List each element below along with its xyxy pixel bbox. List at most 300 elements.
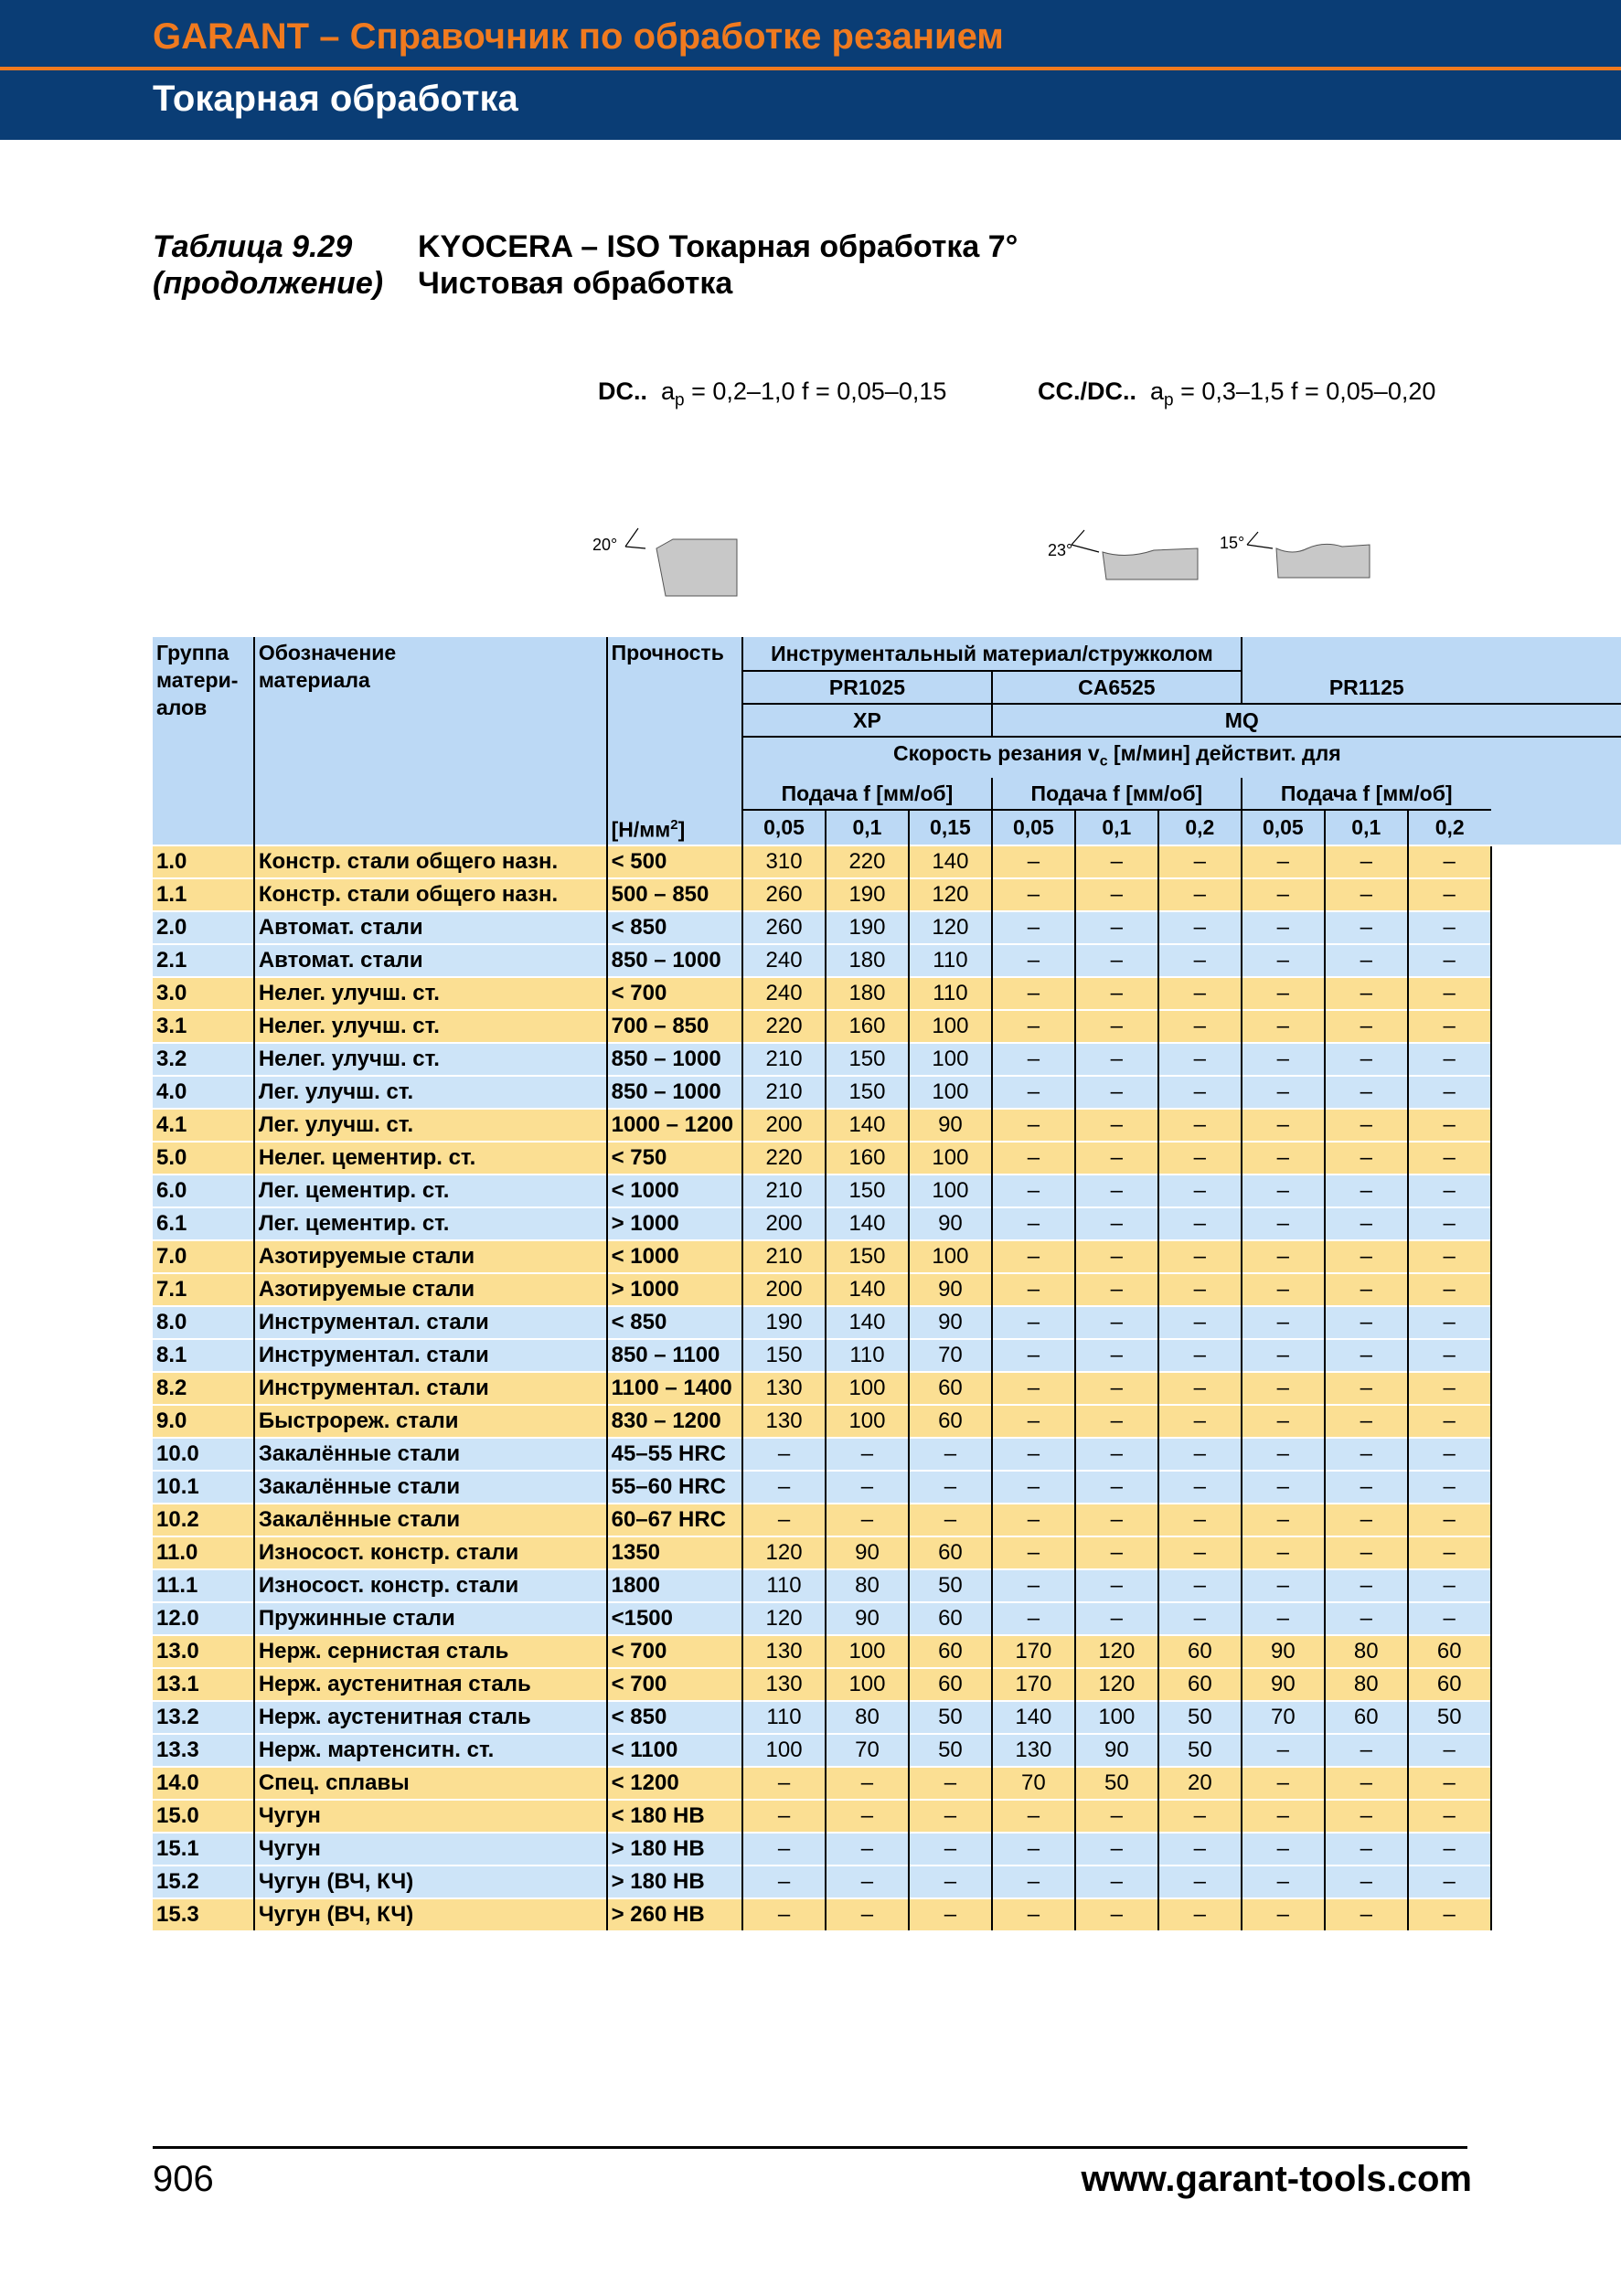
- cutting-speed: –: [1408, 1372, 1491, 1405]
- material-designation: Лег. улучш. ст.: [254, 1109, 607, 1142]
- table-row: [153, 1800, 1621, 1833]
- cutting-speed: –: [1075, 1833, 1158, 1866]
- cutting-speed: 220: [742, 1142, 826, 1175]
- material-group: 6.0: [153, 1175, 254, 1207]
- cutting-speed: –: [1408, 1898, 1491, 1930]
- cutting-speed: –: [742, 1504, 826, 1536]
- cutting-speed: –: [1075, 1405, 1158, 1438]
- material-designation: Констр. стали общего назн.: [254, 878, 607, 911]
- cutting-speed: 130: [742, 1668, 826, 1701]
- cutting-speed: –: [1325, 1898, 1408, 1930]
- grade-pr1025: PR1025: [742, 671, 992, 704]
- material-designation: Лег. цементир. ст.: [254, 1207, 607, 1240]
- feed-value: 0,05: [1242, 810, 1325, 846]
- cutting-speed: 180: [826, 944, 909, 977]
- material-designation: Лег. улучш. ст.: [254, 1076, 607, 1109]
- cutting-speed: –: [992, 1010, 1075, 1043]
- cutting-speed: –: [1325, 1536, 1408, 1569]
- feed-value: 0,15: [909, 810, 992, 846]
- cutting-speed: –: [1075, 1240, 1158, 1273]
- cutting-speed: 90: [1242, 1635, 1325, 1668]
- cutting-speed: –: [1075, 1898, 1158, 1930]
- cutting-speed: –: [1242, 1043, 1325, 1076]
- cutting-speed: 310: [742, 845, 826, 878]
- table-row: [153, 1076, 1621, 1109]
- cutting-speed: 110: [909, 944, 992, 977]
- cutting-speed: –: [1075, 1372, 1158, 1405]
- material-group: 3.2: [153, 1043, 254, 1076]
- material-group: 10.1: [153, 1471, 254, 1504]
- cutting-speed: –: [1242, 1504, 1325, 1536]
- table-row: [153, 878, 1621, 911]
- cutting-speed: 140: [992, 1701, 1075, 1734]
- cutting-speed: 240: [742, 944, 826, 977]
- material-group: 13.1: [153, 1668, 254, 1701]
- insert-diagram-23: [1044, 528, 1204, 585]
- cutting-speed: –: [1408, 1438, 1491, 1471]
- footer-rule: [153, 2146, 1467, 2149]
- cutting-speed: –: [1408, 1767, 1491, 1800]
- header-tool-material: Инструментальный материал/стружколом: [742, 637, 1242, 671]
- cutting-speed: –: [1242, 1438, 1325, 1471]
- cutting-speed: –: [1325, 1207, 1408, 1240]
- cutting-speed: 140: [826, 1109, 909, 1142]
- material-designation: Чугун (ВЧ, КЧ): [254, 1898, 607, 1930]
- cutting-speed: –: [1242, 1602, 1325, 1635]
- cutting-speed: –: [1075, 1471, 1158, 1504]
- strength: < 700: [607, 1635, 742, 1668]
- table-row: [153, 1701, 1621, 1734]
- cutting-speed: –: [1408, 1504, 1491, 1536]
- cutting-speed: –: [1075, 1142, 1158, 1175]
- cutting-speed: –: [992, 1372, 1075, 1405]
- cutting-speed: 80: [1325, 1635, 1408, 1668]
- material-group: 6.1: [153, 1207, 254, 1240]
- cutting-speed: –: [1075, 944, 1158, 977]
- strength: <1500: [607, 1602, 742, 1635]
- book-title: GARANT – Справочник по обработке резанием: [153, 16, 1004, 57]
- material-group: 3.1: [153, 1010, 254, 1043]
- cutting-speed: 90: [826, 1536, 909, 1569]
- material-group: 4.0: [153, 1076, 254, 1109]
- cutting-speed: –: [1158, 1372, 1242, 1405]
- table-row: [153, 1504, 1621, 1536]
- cutting-speed: –: [1408, 1142, 1491, 1175]
- table-row: [153, 1339, 1621, 1372]
- params-left-ap-sub: p: [675, 390, 685, 410]
- material-group: 11.1: [153, 1569, 254, 1602]
- material-designation: Нерж. аустенитная сталь: [254, 1668, 607, 1701]
- cutting-speed: –: [1325, 1043, 1408, 1076]
- empty-cell: [1491, 911, 1621, 944]
- cutting-speed: –: [1408, 878, 1491, 911]
- cutting-speed: 170: [992, 1668, 1075, 1701]
- table-row: [153, 911, 1621, 944]
- feed-value: 0,2: [1408, 810, 1491, 846]
- insert-diagram-20: [591, 523, 746, 601]
- material-designation: Нерж. мартенситн. ст.: [254, 1734, 607, 1767]
- cutting-speed: –: [1242, 1800, 1325, 1833]
- cutting-speed: –: [1158, 1207, 1242, 1240]
- cutting-speed: –: [1242, 1076, 1325, 1109]
- table-row: [153, 1898, 1621, 1930]
- material-group: 13.3: [153, 1734, 254, 1767]
- cutting-speed: –: [1408, 1273, 1491, 1306]
- cutting-speed: –: [1158, 1866, 1242, 1898]
- material-group: 14.0: [153, 1767, 254, 1800]
- table-row: [153, 1109, 1621, 1142]
- strength: 850 – 1000: [607, 1076, 742, 1109]
- cutting-speed: 140: [826, 1273, 909, 1306]
- empty-cell: [1491, 1471, 1621, 1504]
- cutting-speed: –: [1242, 1142, 1325, 1175]
- cutting-speed: –: [1325, 1866, 1408, 1898]
- material-group: 8.0: [153, 1306, 254, 1339]
- material-designation: Нелег. улучш. ст.: [254, 1043, 607, 1076]
- cutting-speed: –: [1158, 878, 1242, 911]
- table-row: [153, 1438, 1621, 1471]
- cutting-speed: 150: [826, 1043, 909, 1076]
- cutting-speed: –: [992, 1438, 1075, 1471]
- table-row: [153, 1207, 1621, 1240]
- empty-cell: [1491, 1800, 1621, 1833]
- strength: < 1000: [607, 1240, 742, 1273]
- empty-cell: [1491, 1339, 1621, 1372]
- cutting-speed: 210: [742, 1043, 826, 1076]
- strength: < 700: [607, 977, 742, 1010]
- cutting-speed: –: [1325, 977, 1408, 1010]
- cutting-speed: –: [1325, 1602, 1408, 1635]
- cutting-speed: –: [1242, 1339, 1325, 1372]
- cutting-speed: 220: [742, 1010, 826, 1043]
- cutting-speed: 160: [826, 1010, 909, 1043]
- cutting-speed: 60: [909, 1405, 992, 1438]
- cutting-speed: –: [1408, 1833, 1491, 1866]
- empty-cell: [1491, 977, 1621, 1010]
- cutting-speed: –: [1325, 1339, 1408, 1372]
- cutting-speed: –: [1325, 944, 1408, 977]
- table-row: [153, 1273, 1621, 1306]
- cutting-speed: –: [1325, 1240, 1408, 1273]
- cutting-speed: –: [1158, 1833, 1242, 1866]
- cutting-speed: –: [1325, 1471, 1408, 1504]
- cutting-speed: –: [1075, 1306, 1158, 1339]
- breaker-mq: MQ: [992, 704, 1491, 737]
- material-designation: Автомат. стали: [254, 944, 607, 977]
- table-row: [153, 1240, 1621, 1273]
- feed-value: 0,05: [742, 810, 826, 846]
- strength: < 850: [607, 1701, 742, 1734]
- strength: 1000 – 1200: [607, 1109, 742, 1142]
- material-designation: Инструментал. стали: [254, 1372, 607, 1405]
- cutting-speed: –: [742, 1471, 826, 1504]
- cutting-speed: 240: [742, 977, 826, 1010]
- empty-cell: [1491, 1734, 1621, 1767]
- empty-cell: [1491, 1898, 1621, 1930]
- cutting-speed: –: [1242, 1175, 1325, 1207]
- cutting-speed: –: [992, 1109, 1075, 1142]
- empty-cell: [1491, 1569, 1621, 1602]
- page-header: [0, 0, 1621, 140]
- feed-value: 0,1: [1325, 810, 1408, 846]
- cutting-speed: 70: [909, 1339, 992, 1372]
- material-designation: Чугун: [254, 1800, 607, 1833]
- material-designation: Износост. констр. стали: [254, 1536, 607, 1569]
- cutting-speed: 50: [1408, 1701, 1491, 1734]
- material-group: 9.0: [153, 1405, 254, 1438]
- cutting-speed: –: [826, 1833, 909, 1866]
- cutting-speed: –: [1242, 1471, 1325, 1504]
- table-row: [153, 1833, 1621, 1866]
- cutting-speed: –: [742, 1767, 826, 1800]
- cutting-speed: –: [1325, 1076, 1408, 1109]
- cutting-speed: 200: [742, 1109, 826, 1142]
- cutting-speed: –: [1075, 1207, 1158, 1240]
- params-right-prefix: CC./DC..: [1038, 377, 1136, 405]
- cutting-speed: –: [992, 1043, 1075, 1076]
- cutting-speed: –: [1158, 1306, 1242, 1339]
- diagram-angle-label: 15°: [1220, 534, 1245, 552]
- cutting-speed: –: [1075, 1866, 1158, 1898]
- cutting-speed: –: [1408, 1240, 1491, 1273]
- cutting-speed: –: [992, 1207, 1075, 1240]
- cutting-speed: –: [1242, 977, 1325, 1010]
- cutting-speed: –: [1075, 1800, 1158, 1833]
- cutting-data-table: [153, 637, 1621, 1930]
- grade-pr1125: PR1125: [1242, 671, 1491, 704]
- cutting-speed: 50: [1158, 1701, 1242, 1734]
- cutting-speed: –: [1158, 1175, 1242, 1207]
- cutting-speed: –: [1408, 911, 1491, 944]
- params-right: [1038, 377, 1435, 410]
- table-row: [153, 1866, 1621, 1898]
- material-group: 1.1: [153, 878, 254, 911]
- cutting-speed: 170: [992, 1635, 1075, 1668]
- cutting-speed: 60: [909, 1635, 992, 1668]
- cutting-speed: –: [1158, 1504, 1242, 1536]
- cutting-speed: –: [1242, 944, 1325, 977]
- table-row: [153, 1767, 1621, 1800]
- cutting-speed: –: [1408, 1306, 1491, 1339]
- empty-cell: [1491, 1372, 1621, 1405]
- cutting-speed: 50: [909, 1701, 992, 1734]
- cutting-speed: –: [1158, 1142, 1242, 1175]
- cutting-speed: –: [826, 1898, 909, 1930]
- website-link[interactable]: www.garant-tools.com: [1081, 2159, 1472, 2199]
- cutting-speed: 200: [742, 1273, 826, 1306]
- cutting-speed: –: [1325, 1405, 1408, 1438]
- cutting-speed: –: [1325, 878, 1408, 911]
- cutting-speed: –: [1075, 1076, 1158, 1109]
- cutting-speed: 90: [909, 1207, 992, 1240]
- cutting-speed: –: [1325, 1306, 1408, 1339]
- cutting-speed: –: [1325, 1800, 1408, 1833]
- material-group: 7.1: [153, 1273, 254, 1306]
- material-designation: Нелег. цементир. ст.: [254, 1142, 607, 1175]
- strength: > 1000: [607, 1207, 742, 1240]
- cutting-speed: –: [909, 1866, 992, 1898]
- empty-cell: [1491, 1306, 1621, 1339]
- cutting-speed: 50: [909, 1569, 992, 1602]
- cutting-speed: 190: [826, 878, 909, 911]
- cutting-speed: 60: [909, 1372, 992, 1405]
- cutting-speed: –: [1242, 845, 1325, 878]
- header-rule: [0, 67, 1621, 70]
- cutting-speed: –: [1408, 1175, 1491, 1207]
- cutting-speed: –: [1158, 1109, 1242, 1142]
- cutting-speed: –: [1075, 1043, 1158, 1076]
- cutting-speed: 120: [909, 878, 992, 911]
- cutting-speed: –: [1158, 1339, 1242, 1372]
- empty-cell: [1491, 1668, 1621, 1701]
- cutting-speed: –: [826, 1438, 909, 1471]
- cutting-speed: –: [1408, 1800, 1491, 1833]
- empty-cell: [1491, 1273, 1621, 1306]
- cutting-speed: 100: [1075, 1701, 1158, 1734]
- strength: 55–60 HRC: [607, 1471, 742, 1504]
- table-body: [153, 845, 1621, 1930]
- cutting-speed: –: [1075, 911, 1158, 944]
- cutting-speed: –: [909, 1833, 992, 1866]
- insert-diagram-15: [1216, 528, 1376, 585]
- material-designation: Инструментал. стали: [254, 1306, 607, 1339]
- table-row: [153, 1142, 1621, 1175]
- cutting-speed: –: [1242, 1866, 1325, 1898]
- material-designation: Инструментал. стали: [254, 1339, 607, 1372]
- cutting-speed: –: [1408, 845, 1491, 878]
- cutting-speed: 70: [1242, 1701, 1325, 1734]
- strength: 830 – 1200: [607, 1405, 742, 1438]
- material-group: 7.0: [153, 1240, 254, 1273]
- strength: < 1100: [607, 1734, 742, 1767]
- cutting-speed: 190: [826, 911, 909, 944]
- empty-cell: [1491, 1405, 1621, 1438]
- cutting-speed: 60: [1408, 1668, 1491, 1701]
- cutting-speed: –: [1242, 1010, 1325, 1043]
- material-group: 8.1: [153, 1339, 254, 1372]
- params-right-ap: a: [1150, 377, 1165, 405]
- cutting-speed: –: [1242, 878, 1325, 911]
- cutting-speed: 100: [826, 1668, 909, 1701]
- material-designation: Чугун: [254, 1833, 607, 1866]
- cutting-speed: –: [742, 1833, 826, 1866]
- caption-subtitle: Чистовая обработка: [418, 266, 733, 301]
- cutting-speed: 110: [909, 977, 992, 1010]
- cutting-speed: –: [1408, 1866, 1491, 1898]
- strength: < 750: [607, 1142, 742, 1175]
- cutting-speed: –: [992, 1142, 1075, 1175]
- cutting-speed: –: [1408, 1043, 1491, 1076]
- material-group: 2.0: [153, 911, 254, 944]
- cutting-speed: 160: [826, 1142, 909, 1175]
- cutting-speed: –: [1408, 944, 1491, 977]
- cutting-speed: –: [1242, 1240, 1325, 1273]
- cutting-speed: –: [742, 1438, 826, 1471]
- table-row: [153, 845, 1621, 878]
- cutting-speed: –: [742, 1898, 826, 1930]
- cutting-speed: 50: [1158, 1734, 1242, 1767]
- cutting-speed: –: [1158, 944, 1242, 977]
- material-designation: Закалённые стали: [254, 1438, 607, 1471]
- cutting-speed: –: [992, 911, 1075, 944]
- cutting-speed: 70: [826, 1734, 909, 1767]
- cutting-speed: –: [826, 1866, 909, 1898]
- material-group: 1.0: [153, 845, 254, 878]
- material-group: 10.0: [153, 1438, 254, 1471]
- cutting-speed: –: [1408, 1339, 1491, 1372]
- cutting-speed: –: [1325, 1734, 1408, 1767]
- caption-label: Таблица 9.29: [153, 229, 353, 264]
- material-designation: Автомат. стали: [254, 911, 607, 944]
- cutting-speed: 70: [992, 1767, 1075, 1800]
- cutting-speed: 100: [826, 1635, 909, 1668]
- cutting-speed: –: [1408, 1602, 1491, 1635]
- strength: > 180 HB: [607, 1866, 742, 1898]
- cutting-speed: –: [826, 1504, 909, 1536]
- cutting-speed: –: [992, 1800, 1075, 1833]
- cutting-speed: –: [1325, 1504, 1408, 1536]
- cutting-speed: –: [1158, 1010, 1242, 1043]
- empty-cell: [1491, 1701, 1621, 1734]
- cutting-speed: –: [1325, 1010, 1408, 1043]
- cutting-speed: –: [1158, 1043, 1242, 1076]
- cutting-speed: –: [1242, 1734, 1325, 1767]
- cutting-speed: 90: [909, 1109, 992, 1142]
- cutting-speed: 100: [909, 1240, 992, 1273]
- cutting-speed: –: [1158, 1076, 1242, 1109]
- cutting-speed: 100: [909, 1142, 992, 1175]
- empty-cell: [1491, 1602, 1621, 1635]
- diagram-angle-label: 23°: [1048, 541, 1073, 559]
- table-row: [153, 1668, 1621, 1701]
- empty-cell: [1491, 1076, 1621, 1109]
- cutting-speed: –: [992, 1339, 1075, 1372]
- cutting-speed: –: [1158, 1536, 1242, 1569]
- cutting-speed: –: [909, 1898, 992, 1930]
- strength: > 180 HB: [607, 1833, 742, 1866]
- material-group: 3.0: [153, 977, 254, 1010]
- cutting-speed: –: [1325, 1273, 1408, 1306]
- cutting-speed: –: [992, 1866, 1075, 1898]
- cutting-speed: –: [1075, 1109, 1158, 1142]
- empty-cell: [1491, 1109, 1621, 1142]
- strength: > 1000: [607, 1273, 742, 1306]
- table-row: [153, 1569, 1621, 1602]
- cutting-speed: 150: [826, 1175, 909, 1207]
- cutting-speed: –: [1242, 1372, 1325, 1405]
- cutting-speed: 60: [1158, 1635, 1242, 1668]
- material-group: 12.0: [153, 1602, 254, 1635]
- cutting-speed: –: [826, 1800, 909, 1833]
- cutting-speed: 90: [826, 1602, 909, 1635]
- material-group: 13.0: [153, 1635, 254, 1668]
- cutting-speed: –: [1075, 1438, 1158, 1471]
- cutting-speed: 100: [909, 1010, 992, 1043]
- table-row: [153, 1010, 1621, 1043]
- material-designation: Закалённые стали: [254, 1504, 607, 1536]
- cutting-speed: 90: [1242, 1668, 1325, 1701]
- header-group: Группа матери- алов: [153, 637, 254, 845]
- material-designation: Нерж. сернистая сталь: [254, 1635, 607, 1668]
- cutting-speed: –: [992, 1602, 1075, 1635]
- cutting-speed: –: [1075, 1602, 1158, 1635]
- cutting-speed: –: [1242, 1273, 1325, 1306]
- cutting-speed: –: [1408, 977, 1491, 1010]
- grade-ca6525: CA6525: [992, 671, 1242, 704]
- header-feed-3: Подача f [мм/об]: [1242, 778, 1491, 810]
- cutting-speed: –: [1242, 1405, 1325, 1438]
- cutting-speed: 120: [742, 1602, 826, 1635]
